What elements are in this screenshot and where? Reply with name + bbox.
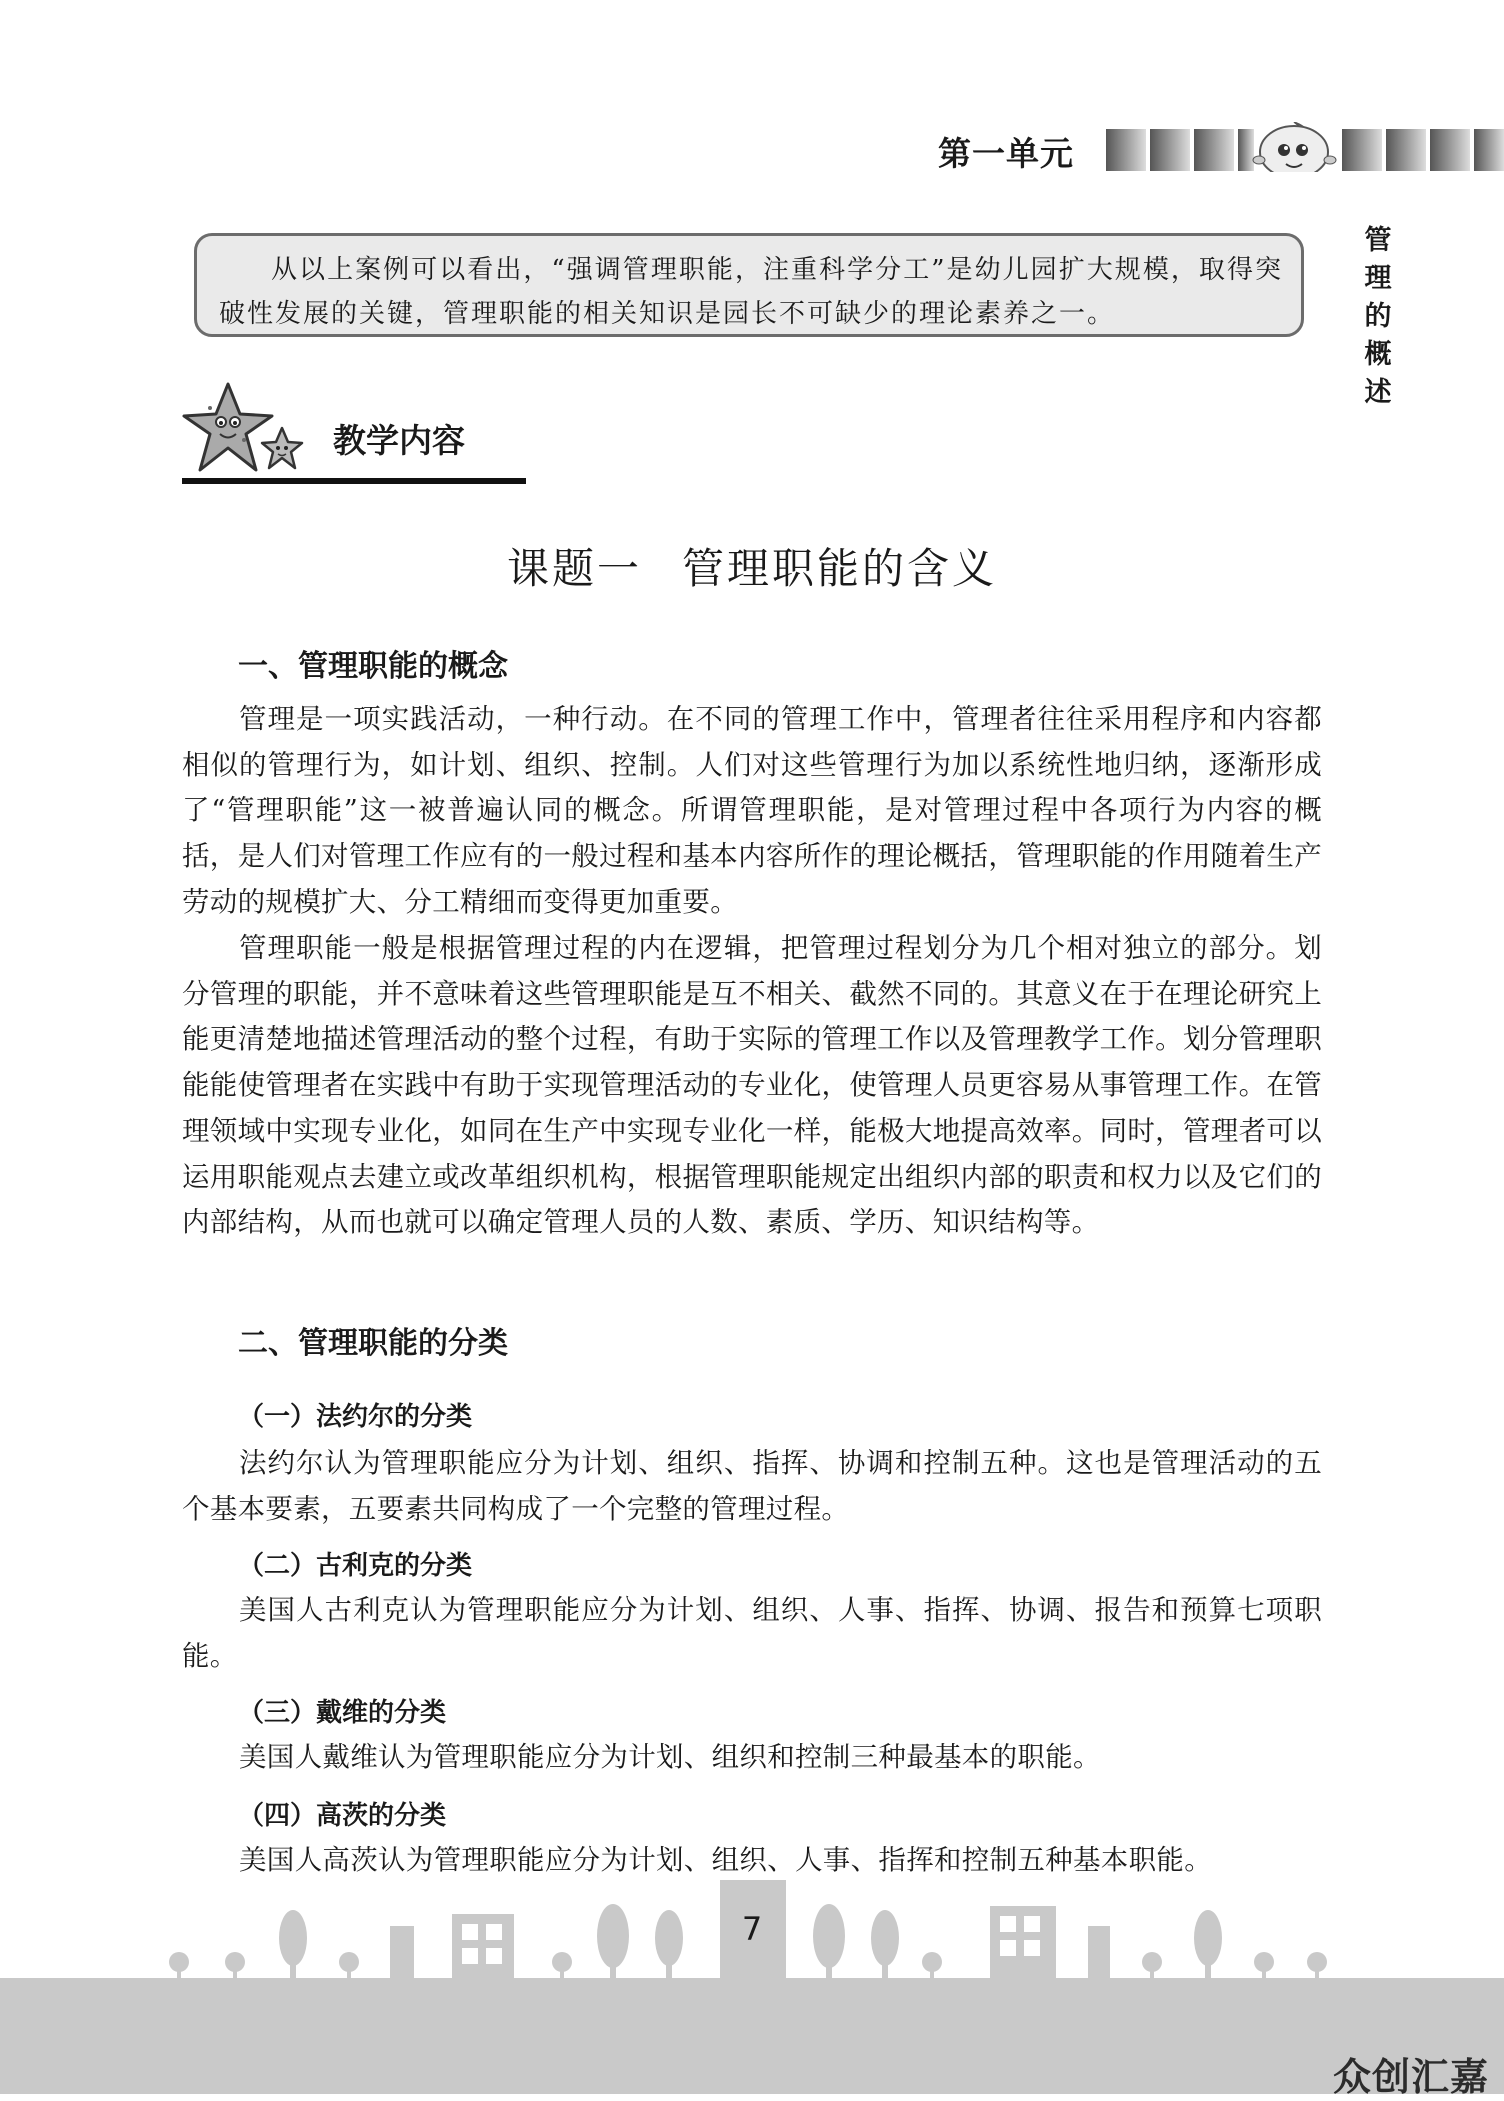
lesson-prefix: 课题一 [506,544,642,593]
footer-ground [0,1978,1504,2094]
body-paragraph: 管理是一项实践活动，一种行动。在不同的管理工作中，管理者往往采用程序和内容都相似的管理行为，如计划、组织、控制。人们对这些管理行为加以系统性地归纳，逐渐形成了“管理职能”这一被普遍认同的概念。所谓管理职能，是对管理过程中各项行为内容的概括，是人们对管理工作应有的一般过程和基本内容所作的理论概括，管理职能的作用随着生产劳动的规模扩大、分工精细而变得更加重要。 [182,703,1322,918]
side-tab-char: 述 [1364,377,1392,408]
section-banner-title: 教学内容 [333,421,465,460]
section-heading: 一、管理职能的概念 [238,649,508,684]
side-chapter-tab [1358,222,1398,412]
section-heading: 二、管理职能的分类 [238,1326,508,1361]
watermark-logo: 众创汇嘉 [1333,2055,1490,2099]
side-tab-char: 的 [1364,301,1392,332]
starfish-icon [180,378,325,480]
page-number: 7 [741,1910,763,1948]
lesson-title [0,536,1504,596]
subsection-heading: （四）高茨的分类 [238,1801,447,1831]
subsection-heading: （二）古利克的分类 [238,1551,473,1581]
case-summary-callout: 从以上案例可以看出，“强调管理职能，注重科学分工”是幼儿园扩大规模，取得突破性发展的关键，管理职能的相关知识是园长不可缺少的理论素养之一。 [194,233,1304,337]
header-decoration [1104,122,1504,172]
side-tab-char: 理 [1364,263,1392,294]
body-paragraph: 法约尔认为管理职能应分为计划、组织、指挥、协调和控制五种。这也是管理活动的五个基本要素，五要素共同构成了一个完整的管理过程。 [182,1447,1322,1525]
subsection-heading: （三）戴维的分类 [238,1698,447,1728]
banner-underline [182,478,526,484]
lesson-name: 管理职能的含义 [682,544,998,593]
side-tab-char: 概 [1364,339,1392,370]
body-paragraph: 管理职能一般是根据管理过程的内在逻辑，把管理过程划分为几个相对独立的部分。划分管理的职能，并不意味着这些管理职能是互不相关、截然不同的。其意义在于在理论研究上能更清楚地描述管理活动的整个过程，有助于实际的管理工作以及管理教学工作。划分管理职能能使管理者在实践中有助于实现管理活动的专业化，使管理人员更容易从事管理工作。在管理领域中实现专业化，如同在生产中实现专业化一样，能极大地提高效率。同时，管理者可以运用职能观点去建立或改革组织机构，根据管理职能规定出组织内部的职责和权力以及它们的内部结构，从而也就可以确定管理人员的人数、素质、学历、知识结构等。 [182,932,1322,1239]
unit-title: 第一单元 [938,134,1074,173]
subsection-heading: （一）法约尔的分类 [238,1402,473,1432]
side-tab-char: 管 [1364,225,1392,256]
body-paragraph: 美国人古利克认为管理职能应分为计划、组织、人事、指挥、协调、报告和预算七项职能。 [182,1594,1322,1672]
body-paragraph: 美国人高茨认为管理职能应分为计划、组织、人事、指挥和控制五种基本职能。 [239,1844,1212,1876]
body-paragraph: 美国人戴维认为管理职能应分为计划、组织和控制三种最基本的职能。 [239,1741,1101,1773]
mascot-icon [1253,122,1336,172]
footer-cityscape [0,1866,1504,2094]
